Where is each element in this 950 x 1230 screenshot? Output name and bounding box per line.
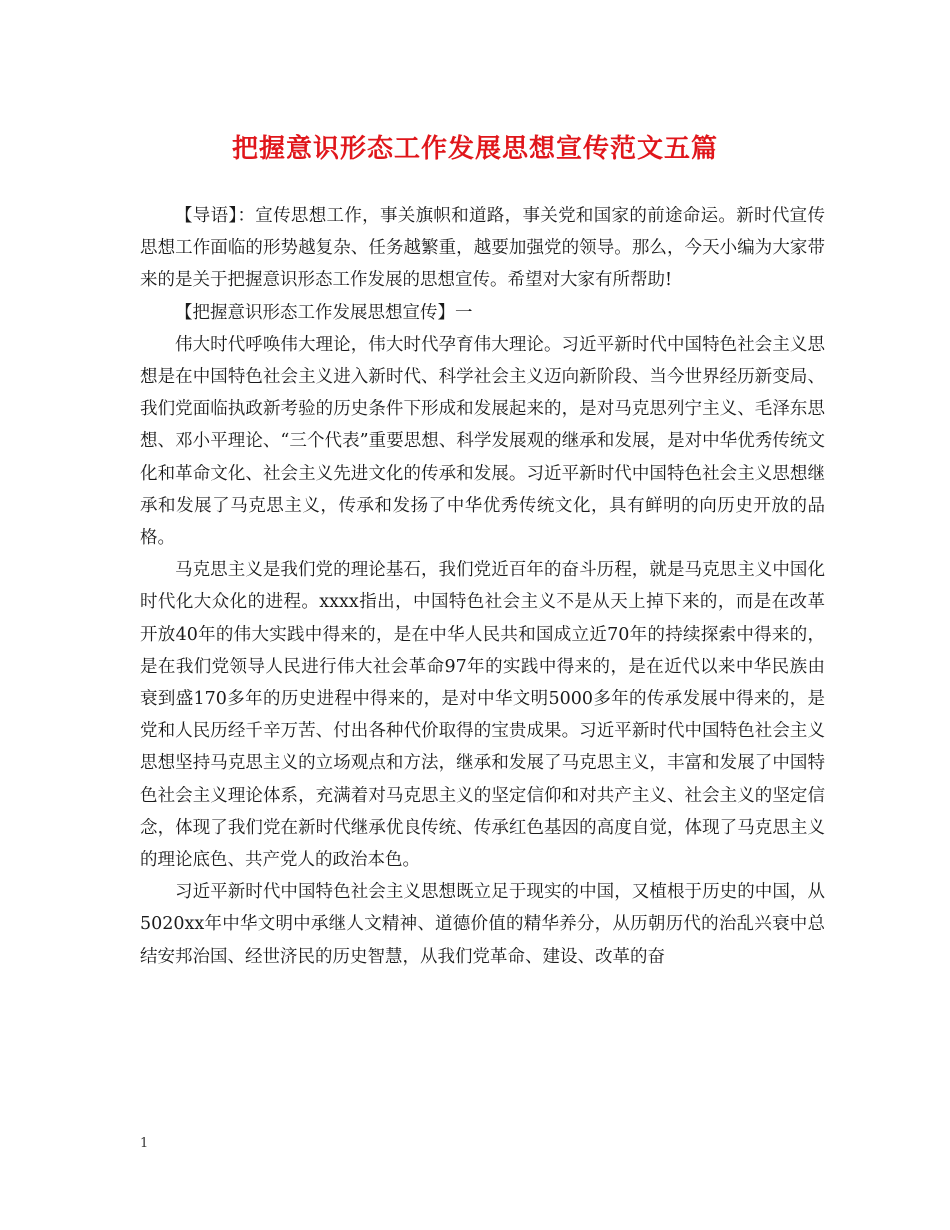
document-body bbox=[140, 200, 825, 973]
section-heading: 【把握意识形态工作发展思想宣传】一 bbox=[175, 302, 473, 323]
paragraph-intro: 【导语】：宣传思想工作，事关旗帜和道路，事关党和国家的前途命运。新时代宣传思想工作面临的形势越复杂、任务越繁重，越要加强党的领导。那么，今天小编为大家带来的是关于把握意识形态工作发展的思想宣传。希望对大家有所帮助! bbox=[140, 206, 825, 291]
paragraph: 马克思主义是我们党的理论基石，我们党近百年的奋斗历程，就是马克思主义中国化时代化大众化的进程。xxxx指出，中国特色社会主义不是从天上掉下来的，而是在改革开放40年的伟大实践中得来的，是在中华人民共和国成立近70年的持续探索中得来的，是在我们党领导人民进行伟大社会革命97年的实践中得来的，是在近代以来中华民族由衰到盛170多年的历史进程中得来的，是对中华文明5000多年的传承发展中得来的，是党和人民历经千辛万苦、付出各种代价取得的宝贵成果。习近平新时代中国特色社会主义思想坚持马克思主义的立场观点和方法，继承和发展了马克思主义，丰富和发展了中国特色社会主义理论体系，充满着对马克思主义的坚定信仰和对共产主义、社会主义的坚定信念，体现了我们党在新时代继承优良传统、传承红色基因的高度自觉，体现了马克思主义的理论底色、共产党人的政治本色。 bbox=[140, 560, 825, 871]
document-title: 把握意识形态工作发展思想宣传范文五篇 bbox=[231, 134, 718, 164]
page-number: 1 bbox=[140, 1136, 149, 1151]
paragraph: 习近平新时代中国特色社会主义思想既立足于现实的中国，又植根于历史的中国，从5020xx年中华文明中承继人文精神、道德价值的精华养分，从历朝历代的治乱兴衰中总结安邦治国、经世济民的历史智慧，从我们党革命、建设、改革的奋 bbox=[140, 882, 825, 967]
paragraph: 伟大时代呼唤伟大理论，伟大时代孕育伟大理论。习近平新时代中国特色社会主义思想是在中国特色社会主义进入新时代、科学社会主义迈向新阶段、当今世界经历新变局、我们党面临执政新考验的历史条件下形成和发展起来的，是对马克思列宁主义、毛泽东思想、邓小平理论、“三个代表”重要思想、科学发展观的继承和发展，是对中华优秀传统文化和革命文化、社会主义先进文化的传承和发展。习近平新时代中国特色社会主义思想继承和发展了马克思主义，传承和发扬了中华优秀传统文化，具有鲜明的向历史开放的品格。 bbox=[140, 334, 825, 549]
